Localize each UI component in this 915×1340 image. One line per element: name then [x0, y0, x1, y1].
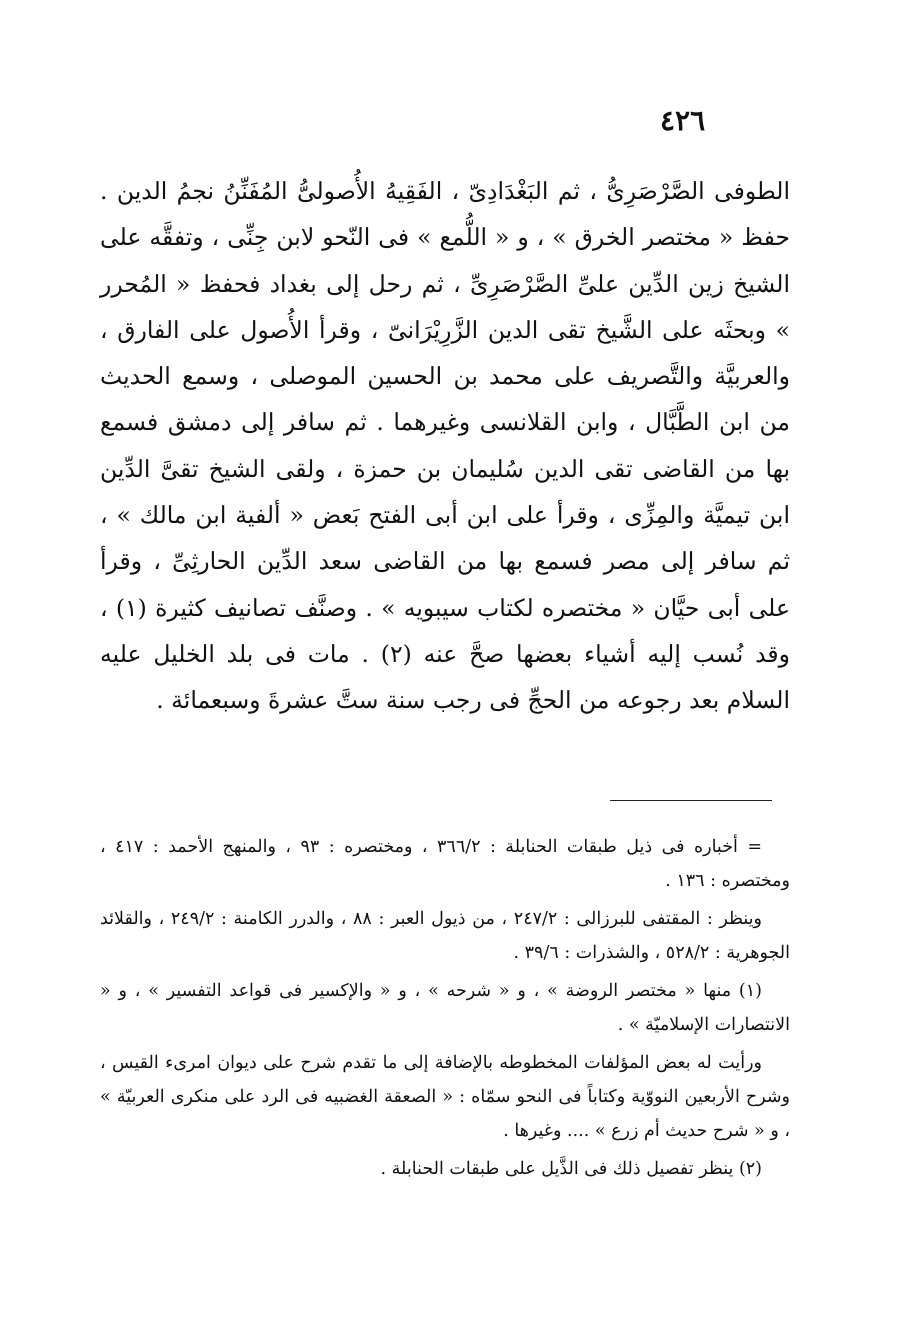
footnotes [100, 830, 790, 1190]
footnote-additional-sources: وينظر : المقتفى للبرزالى : ٢٤٧/٢ ، من ذيول العبر : ٨٨ ، والدرر الكامنة : ٢٤٩/٢ ، والقلائد الجوهرية : ٥٢٨/٢ ، والشذرات : ٣٩/٦ . [100, 909, 790, 963]
footnote-continued-sources: = أخباره فى ذيل طبقات الحنابلة : ٣٦٦/٢ ، ومختصره : ٩٣ ، والمنهج الأحمد : ٤١٧ ، ومختصره : ١٣٦ . [100, 837, 790, 891]
footnote-2: (٢) ينظر تفصيل ذلك فى الذَّيل على طبقات الحنابلة . [380, 1159, 762, 1179]
footnote-1: (١) منها « مختصر الروضة » ، و « شرحه » ، و « والإكسير فى قواعد التفسير » ، و « الانتصارات الإسلاميّة » . [100, 981, 790, 1035]
page-number: ٤٢٦ [660, 104, 706, 137]
footnote-separator [610, 800, 772, 801]
footnote-1-continued: ورأيت له بعض المؤلفات المخطوطه بالإضافة إلى ما تقدم شرح على ديوان امرىء القيس ، وشرح الأربعين النووّية وكتاباً فى النحو سمّاه : « الصعقة الغضبيه فى الرد على منكرى العربيّة » ، و « شرح حديث أم زرع » .... وغيرها . [100, 1053, 790, 1141]
main-paragraph: الطوفى الصَّرْصَرِىُّ ، ثم البَغْدَادِىّ ، الفَقِيهُ الأُصولىُّ المُفَنِّنُ نجمُ الدين . حفظ « مختصر الخرق » ، و « اللُّمع » فى النّحو لابن جِنِّى ، وتفقَّه على الشيخ زين الدِّين علىِّ الصَّرْصَرِىِّ ، ثم رحل إلى بغداد فحفظ « المُحرر » وبحثَه على الشَّيخ تقى الدين الزَّرِيْرَانىّ ، وقرأ الأُصول على الفارق ، والعربيَّة والتَّصريف على محمد بن الحسين الموصلى ، وسمع الحديث من ابن الطَّبَّال ، وابن القلانسى وغيرهما . ثم سافر إلى دمشق فسمع بها من القاضى تقى الدين سُليمان بن حمزة ، ولقى الشيخ تقىَّ الدِّين ابن تيميَّة والمِزِّى ، وقرأ على ابن أبى الفتح بَعض « ألفية ابن مالك » ، ثم سافر إلى مصر فسمع بها من القاضى سعد الدِّين الحارثِىِّ ، وقرأ على أبى حيَّان « مختصره لكتاب سيبويه » . وصنَّف تصانيف كثيرة (١) ، وقد نُسب إليه أشياء بعضها صحَّ عنه (٢) . مات فى بلد الخليل عليه السلام بعد رجوعه من الحجِّ فى رجب سنة ستَّ عشرةَ وسبعمائة . [100, 177, 790, 715]
main-text-body [100, 168, 790, 724]
